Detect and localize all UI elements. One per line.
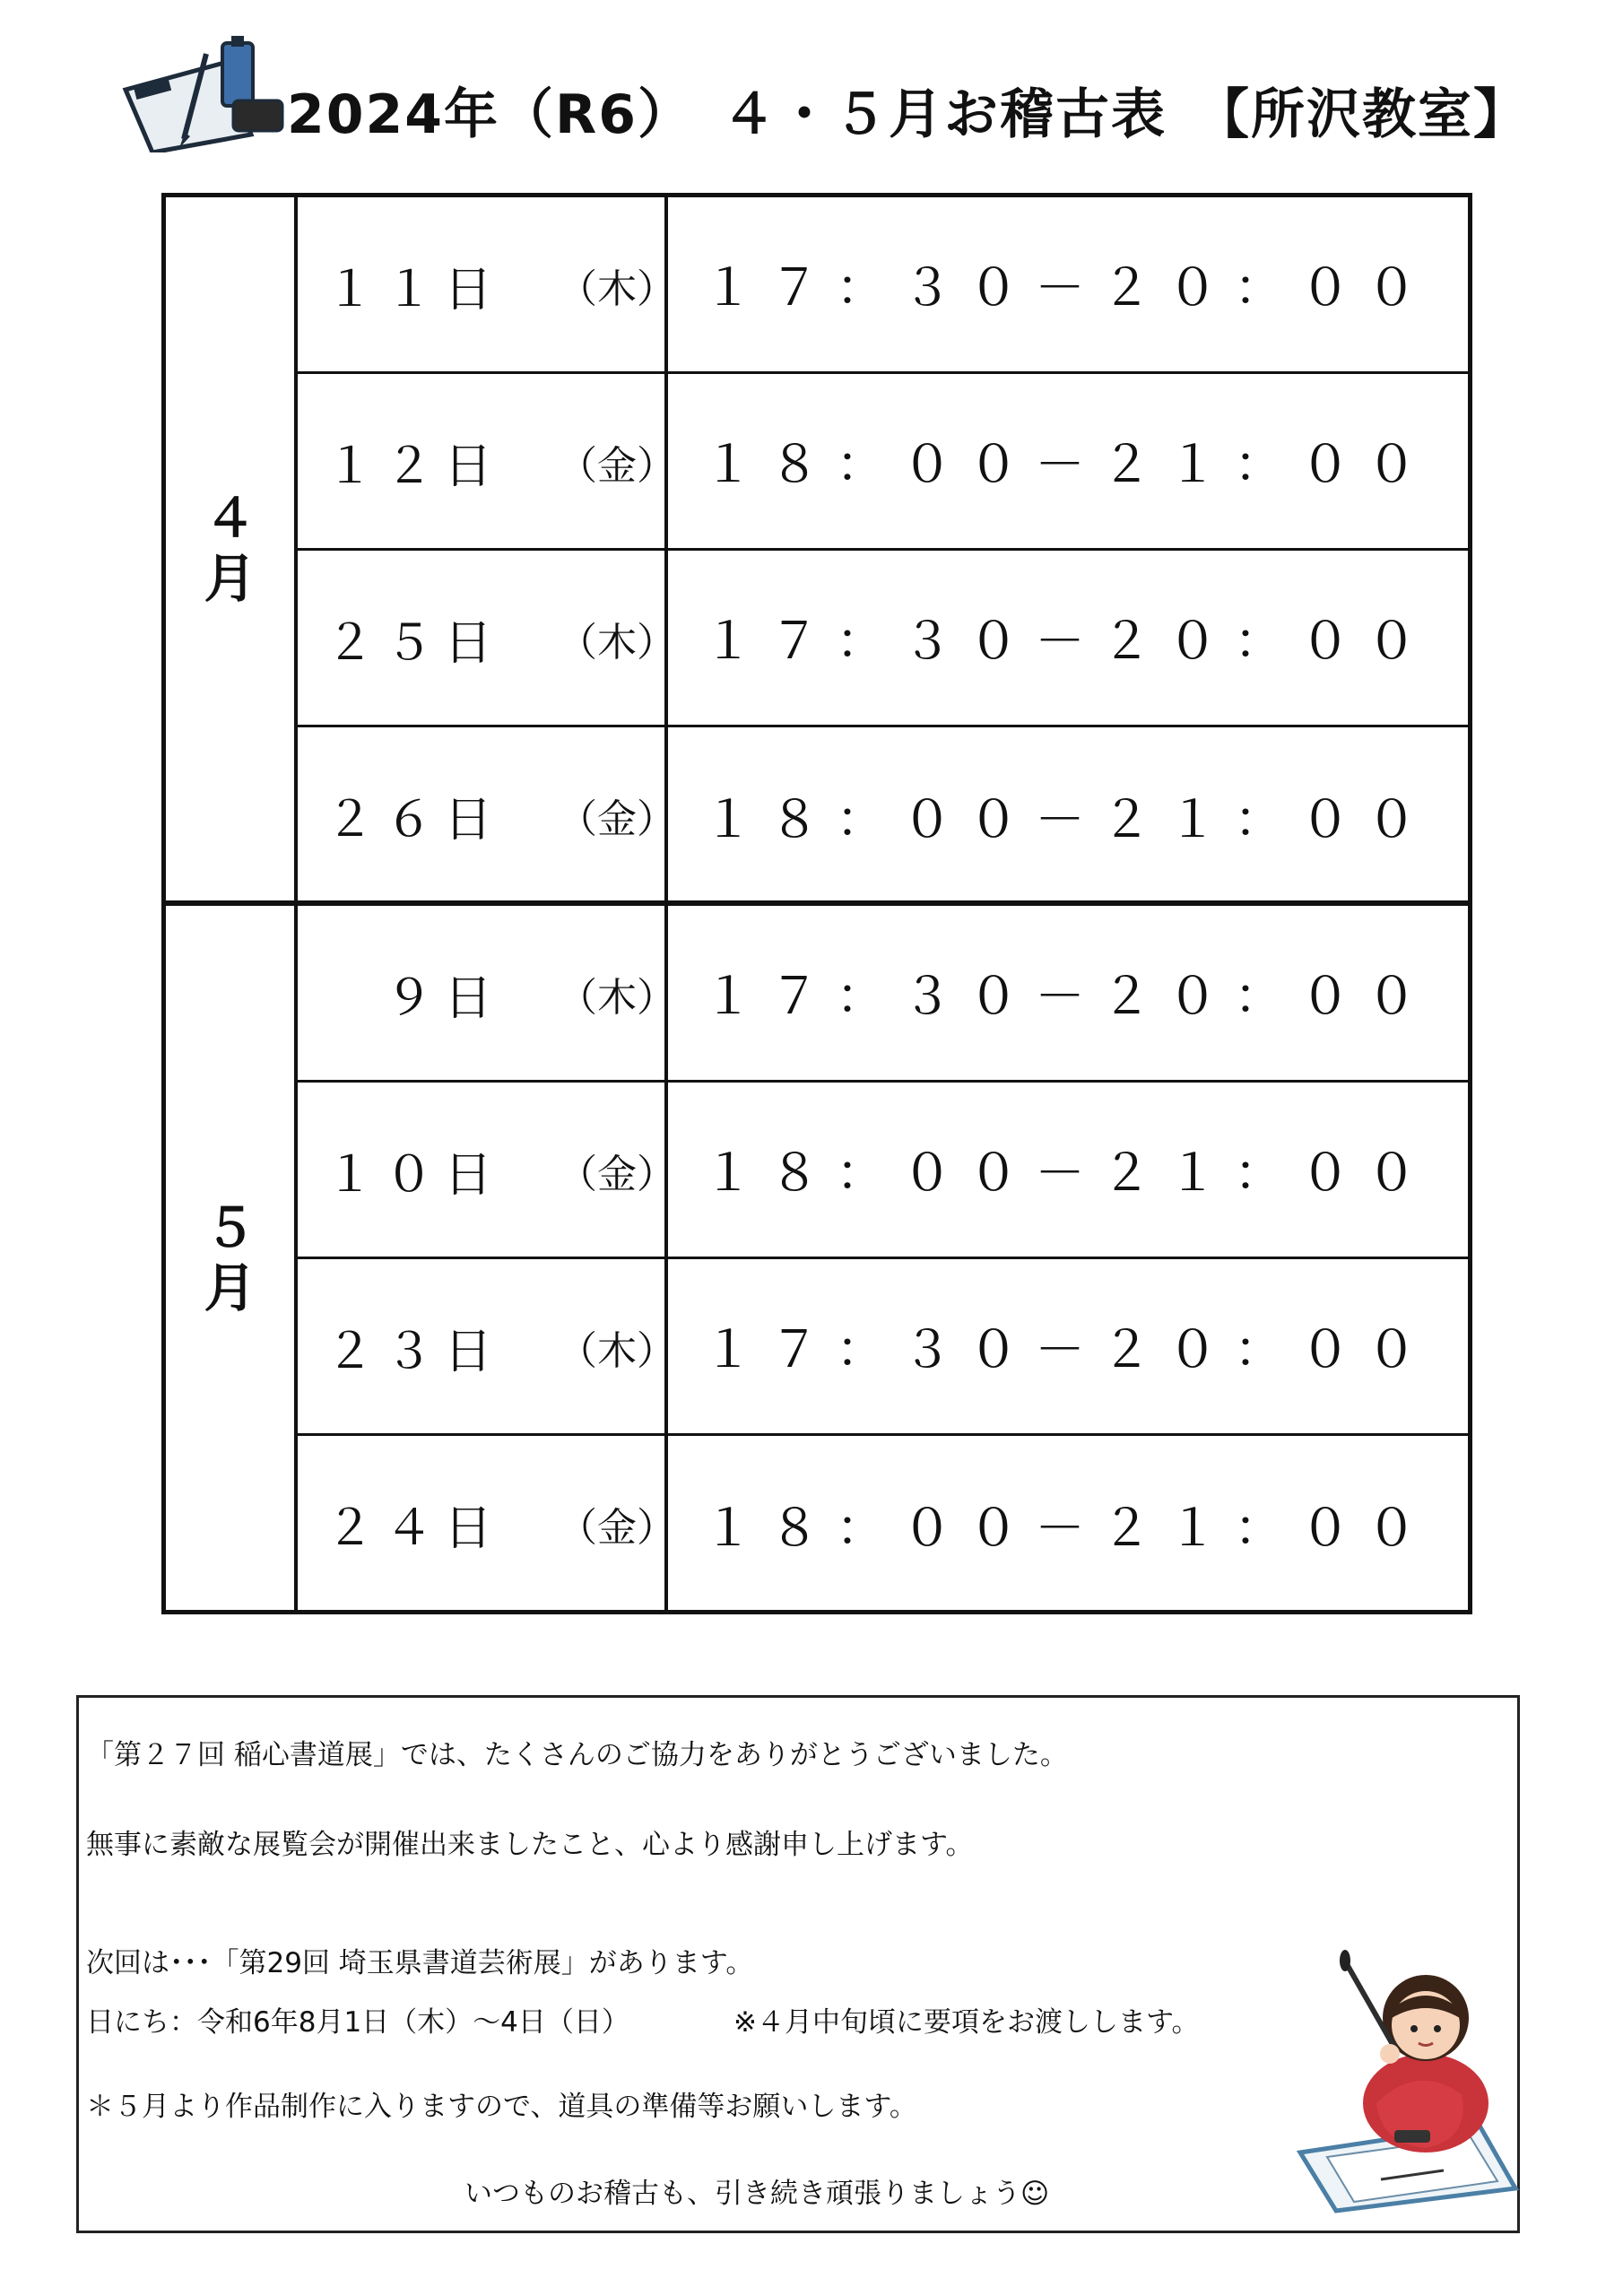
table-row bbox=[298, 1259, 1468, 1436]
date-cell bbox=[298, 1259, 676, 1433]
date-day: １２日 bbox=[325, 438, 503, 494]
date-day: ２３日 bbox=[325, 1323, 503, 1379]
date-weekday: （金） bbox=[558, 1152, 676, 1197]
notice-line: 日にち：令和6年8月1日（木）～4日（日） bbox=[86, 2006, 629, 2039]
notice-line: 次回は･･･「第29回 埼玉県書道芸術展」があります。 bbox=[86, 1947, 754, 1979]
time-cell: １７：３０－２０：００ bbox=[703, 1321, 1433, 1379]
table-row bbox=[298, 906, 1468, 1083]
time-cell: １７：３０－２０：００ bbox=[703, 613, 1433, 671]
date-weekday: （金） bbox=[558, 1505, 676, 1551]
date-cell bbox=[298, 1436, 676, 1613]
rows-may bbox=[298, 906, 1468, 1610]
notice-note: ※４月中旬頃に要項をお渡しします。 bbox=[733, 2006, 1200, 2039]
table-row bbox=[298, 197, 1468, 374]
month-label-text: ５ 月 bbox=[204, 1196, 256, 1318]
date-day: ９日 bbox=[385, 970, 503, 1026]
table-row bbox=[298, 1436, 1468, 1613]
month-label-text: ４ 月 bbox=[204, 488, 256, 609]
time-cell: １７：３０－２０：００ bbox=[703, 259, 1433, 317]
date-weekday: （木） bbox=[558, 266, 676, 312]
date-cell bbox=[298, 727, 676, 904]
time-cell: １７：３０－２０：００ bbox=[703, 968, 1433, 1026]
month-label-april bbox=[166, 197, 298, 900]
month-label-may bbox=[166, 906, 298, 1610]
date-day: １０日 bbox=[325, 1146, 503, 1203]
date-day: ２４日 bbox=[325, 1500, 503, 1556]
table-row bbox=[298, 727, 1468, 904]
table-row bbox=[298, 551, 1468, 727]
time-cell: １８：００－２１：００ bbox=[703, 1499, 1433, 1558]
header bbox=[117, 36, 1533, 161]
date-weekday: （金） bbox=[558, 443, 676, 489]
table-row bbox=[298, 1083, 1468, 1259]
notice-line: ＊５月より作品制作に入りますので、道具の準備等お願いします。 bbox=[86, 2091, 917, 2123]
date-day: ２５日 bbox=[325, 614, 503, 671]
notice-closing: いつものお稽古も、引き続き頑張りましょう☺ bbox=[464, 2178, 1050, 2210]
date-weekday: （金） bbox=[558, 796, 676, 842]
date-weekday: （木） bbox=[558, 1328, 676, 1374]
month-block-may bbox=[166, 906, 1468, 1610]
calligraphy-girl-illustration bbox=[1291, 1946, 1524, 2215]
table-row bbox=[298, 374, 1468, 551]
date-weekday: （木） bbox=[558, 620, 676, 665]
date-cell bbox=[298, 551, 676, 725]
calligraphy-tools-icon bbox=[117, 36, 287, 152]
date-day: ２６日 bbox=[325, 791, 503, 848]
rows-april bbox=[298, 197, 1468, 900]
time-cell: １８：００－２１：００ bbox=[703, 790, 1433, 849]
date-cell bbox=[298, 906, 676, 1080]
time-cell: １８：００－２１：００ bbox=[703, 436, 1433, 494]
notice-line: 「第２７回 稲心書道展」では、たくさんのご協力をありがとうございました。 bbox=[86, 1739, 1068, 1771]
date-day: １１日 bbox=[325, 261, 503, 317]
date-cell bbox=[298, 374, 676, 548]
notice-line: 無事に素敵な展覧会が開催出来ましたこと、心より感謝申し上げます。 bbox=[86, 1829, 974, 1861]
schedule-table bbox=[161, 193, 1472, 1614]
page-title: 2024年（R6） ４・５月お稽古表 【所沢教室】 bbox=[287, 83, 1529, 146]
date-cell bbox=[298, 197, 676, 371]
date-weekday: （木） bbox=[558, 975, 676, 1021]
month-block-april bbox=[166, 197, 1468, 906]
time-cell: １８：００－２１：００ bbox=[703, 1144, 1433, 1203]
date-cell bbox=[298, 1083, 676, 1257]
